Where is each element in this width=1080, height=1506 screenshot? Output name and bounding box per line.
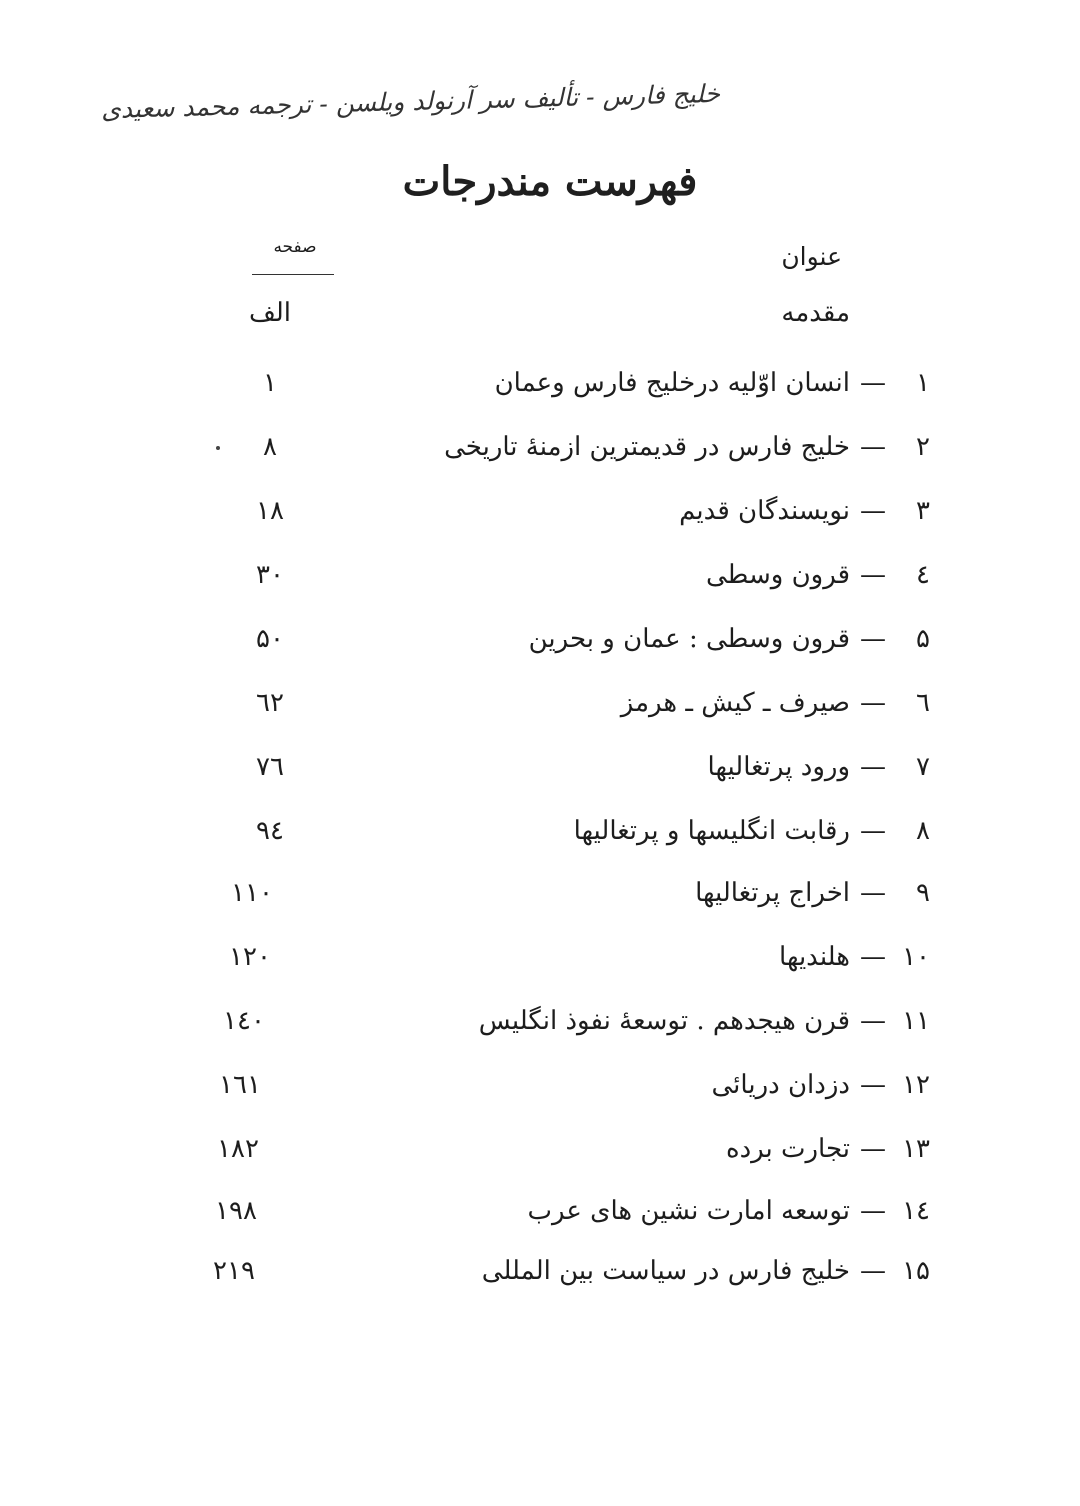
intro-row (0, 298, 1080, 342)
toc-row (0, 1006, 1080, 1050)
toc-entry (621, 688, 930, 718)
toc-chapter-title: تجارت برده (725, 1134, 850, 1164)
intro-page: الف (248, 298, 292, 328)
toc-separator: — (860, 1196, 886, 1226)
toc-separator: — (860, 1006, 886, 1036)
toc-page-number: ۵۰ (256, 624, 284, 654)
toc-page-number: ۱۱۰ (231, 878, 273, 908)
toc-chapter-title: خلیج فارس در سیاست بین المللی (481, 1256, 850, 1286)
toc-page-number: ۲۱۹ (213, 1256, 255, 1286)
toc-row (0, 368, 1080, 412)
toc-separator: — (860, 752, 886, 782)
toc-chapter-number: ۹ (916, 878, 930, 908)
toc-page-number: ۳۰ (256, 560, 284, 590)
toc-entry (779, 942, 930, 972)
page-column-rule (252, 274, 334, 275)
toc-chapter-number: ۱۰ (902, 942, 930, 972)
intro-label-text: مقدمه (781, 298, 850, 328)
toc-separator: — (860, 1256, 886, 1286)
toc-chapter-title: هلندیها (779, 942, 850, 972)
toc-entry (479, 1006, 930, 1036)
toc-chapter-title: دزدان دریائی (711, 1070, 850, 1100)
toc-page-number: ۱٤۰ (223, 1006, 265, 1036)
title-column-header: عنوان (781, 242, 842, 271)
toc-row (0, 1070, 1080, 1114)
toc-page-number: ۷٦ (256, 752, 284, 782)
toc-chapter-number: ۱۳ (902, 1134, 930, 1164)
toc-separator: — (860, 816, 886, 846)
toc-entry (528, 1196, 931, 1226)
toc-entry (529, 624, 930, 654)
toc-row (0, 1134, 1080, 1178)
toc-chapter-title: رقابت انگلیسها و پرتغالیها (573, 816, 850, 846)
toc-chapter-title: قرون وسطی (705, 560, 850, 590)
toc-separator: — (860, 688, 886, 718)
toc-entry (712, 1070, 931, 1100)
toc-chapter-title: ورود پرتغالیها (707, 752, 850, 782)
toc-page-number: ۱۹۸ (215, 1196, 257, 1226)
toc-chapter-number: ۸ (916, 816, 930, 846)
toc-chapter-number: ۱۱ (902, 1006, 930, 1036)
toc-entry (695, 878, 930, 908)
toc-chapter-title: اخراج پرتغالیها (695, 878, 850, 908)
toc-chapter-number: ۵ (916, 624, 930, 654)
toc-row (0, 624, 1080, 668)
toc-chapter-number: ۱۵ (902, 1256, 930, 1286)
toc-page-number: ۱٦۱ (219, 1070, 261, 1100)
toc-chapter-number: ۱٤ (902, 1196, 930, 1226)
toc-entry (706, 560, 930, 590)
toc-entry (495, 368, 930, 398)
toc-entry (708, 752, 930, 782)
toc-separator: — (860, 496, 886, 526)
toc-chapter-title: قرون وسطی : عمان و بحرین (528, 624, 850, 654)
toc-chapter-number: ۱۲ (902, 1070, 930, 1100)
toc-entry (482, 1256, 930, 1286)
toc-chapter-title: نویسندگان قدیم (679, 496, 850, 526)
toc-chapter-title: توسعه امارت نشین های عرب (527, 1196, 850, 1226)
toc-row (0, 878, 1080, 922)
toc-page-number: ۱ (263, 368, 277, 398)
toc-page-number: ۸ (263, 432, 277, 462)
toc-chapter-title: صیرف ـ کیش ـ هرمز (620, 688, 850, 718)
toc-page-number: ٦۲ (256, 688, 284, 718)
toc-separator: — (860, 560, 886, 590)
toc-chapter-number: ۳ (916, 496, 930, 526)
toc-chapter-number: ۲ (916, 432, 930, 462)
toc-row (0, 496, 1080, 540)
toc-page-number: ۱۲۰ (229, 942, 271, 972)
toc-page-number: ۱۸۲ (217, 1134, 259, 1164)
toc-separator: — (860, 368, 886, 398)
toc-entry (679, 496, 930, 526)
toc-separator: — (860, 1134, 886, 1164)
intro-label (781, 298, 850, 328)
toc-row (0, 560, 1080, 604)
handwritten-note: خلیج فارس - تألیف سر آرنولد ویلسن - ترجمه محمد سعیدی (100, 78, 721, 125)
toc-entry (574, 816, 930, 846)
toc-row (0, 752, 1080, 796)
toc-row (0, 1196, 1080, 1240)
toc-chapter-title: انسان اوّلیه درخلیج فارس وعمان (494, 368, 850, 398)
toc-separator: — (860, 942, 886, 972)
toc-row (0, 432, 1080, 476)
page-column-header: صفحه (273, 237, 317, 257)
toc-row (0, 1256, 1080, 1300)
toc-separator: — (860, 432, 886, 462)
toc-row (0, 816, 1080, 860)
toc-chapter-number: ٤ (916, 560, 930, 590)
toc-chapter-number: ٦ (916, 688, 930, 718)
paper-speck (216, 446, 220, 450)
toc-row (0, 942, 1080, 986)
toc-chapter-number: ۷ (916, 752, 930, 782)
toc-separator: — (860, 878, 886, 908)
toc-entry (726, 1134, 930, 1164)
toc-chapter-number: ۱ (916, 368, 930, 398)
toc-chapter-title: قرن هیجدهم . توسعهٔ نفوذ انگلیس (478, 1006, 850, 1036)
toc-row (0, 688, 1080, 732)
page-title: فهرست مندرجات (402, 158, 698, 205)
toc-separator: — (860, 1070, 886, 1100)
toc-chapter-title: خلیج فارس در قدیمترین ازمنهٔ تاریخی (444, 432, 850, 462)
toc-entry (444, 432, 930, 462)
toc-page-number: ۹٤ (256, 816, 284, 846)
toc-separator: — (860, 624, 886, 654)
toc-page-number: ۱۸ (256, 496, 284, 526)
